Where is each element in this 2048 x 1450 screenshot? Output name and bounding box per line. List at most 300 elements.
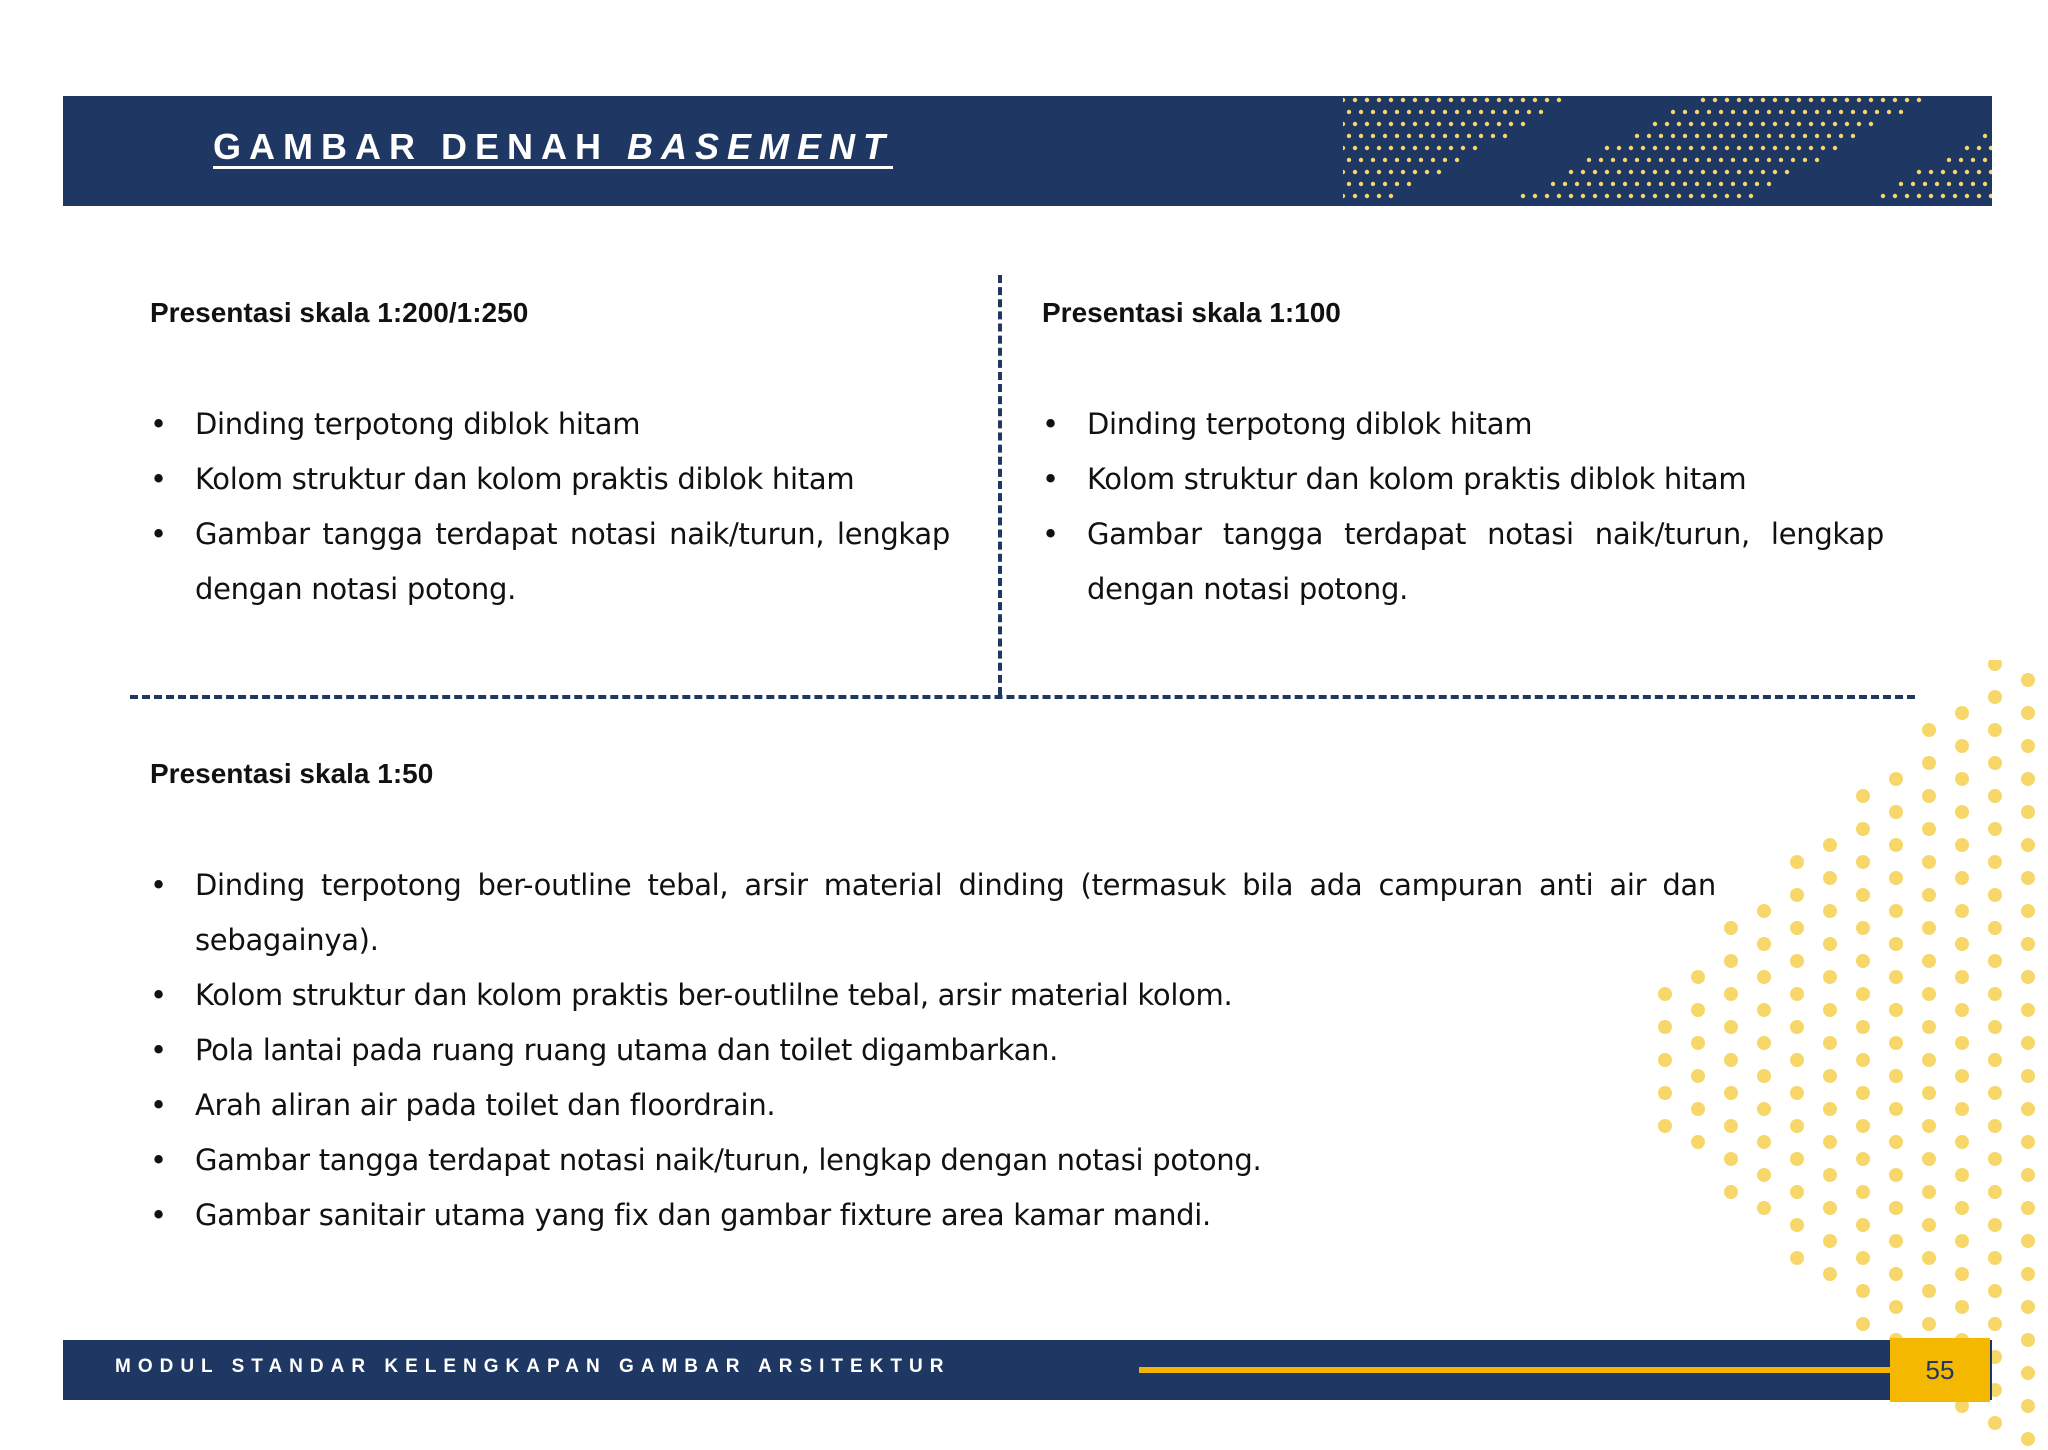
pattern-dot [1988, 1284, 2002, 1298]
pattern-dot [1647, 182, 1651, 186]
pattern-dot [2021, 1234, 2035, 1248]
pattern-dot [1889, 1102, 1903, 1116]
pattern-dot [1419, 134, 1423, 138]
pattern-dot [1413, 146, 1417, 150]
pattern-dot [1629, 194, 1633, 198]
pattern-dot [1797, 146, 1801, 150]
pattern-dot [1449, 146, 1453, 150]
pattern-dot [1785, 170, 1789, 174]
pattern-dot [1443, 110, 1447, 114]
pattern-dot [1922, 822, 1936, 836]
pattern-dot [1803, 134, 1807, 138]
pattern-dot [1827, 110, 1831, 114]
pattern-dot [1743, 182, 1747, 186]
pattern-dot [1425, 122, 1429, 126]
pattern-dot [1587, 158, 1591, 162]
list-item: • Pola lantai pada ruang ruang utama dan toilet digambarkan. [150, 1023, 1716, 1078]
header-dot-pattern [1343, 96, 1992, 206]
pattern-dot [1491, 134, 1495, 138]
pattern-dot [1641, 170, 1645, 174]
pattern-dot [1790, 921, 1804, 935]
pattern-dot [1988, 822, 2002, 836]
pattern-dot [1443, 158, 1447, 162]
pattern-dot [1701, 122, 1705, 126]
pattern-dot [1509, 98, 1513, 102]
pattern-dot [1629, 146, 1633, 150]
pattern-dot [1955, 937, 1969, 951]
pattern-dot [1922, 1218, 1936, 1232]
pattern-dot [1725, 170, 1729, 174]
pattern-dot [1617, 146, 1621, 150]
pattern-dot [1635, 182, 1639, 186]
pattern-dot [1955, 871, 1969, 885]
section-title: Presentasi skala 1:200/1:250 [150, 297, 529, 328]
pattern-dot [1737, 170, 1741, 174]
section-title: Presentasi skala 1:50 [150, 758, 434, 789]
pattern-dot [1929, 194, 1933, 198]
pattern-dot [1965, 146, 1969, 150]
pattern-dot [1955, 1069, 1969, 1083]
pattern-dot [1955, 1036, 1969, 1050]
pattern-dot [1724, 921, 1738, 935]
pattern-dot [1821, 122, 1825, 126]
pattern-dot [1988, 888, 2002, 902]
pattern-dot [1724, 1053, 1738, 1067]
pattern-dot [1955, 1234, 1969, 1248]
pattern-dot [1823, 871, 1837, 885]
pattern-dot [1485, 122, 1489, 126]
pattern-dot [1988, 1218, 2002, 1232]
pattern-dot [1371, 158, 1375, 162]
pattern-dot [1515, 110, 1519, 114]
pattern-dot [1401, 170, 1405, 174]
pattern-dot [1677, 170, 1681, 174]
pattern-dot [1695, 158, 1699, 162]
pattern-dot [1635, 134, 1639, 138]
pattern-dot [1790, 1152, 1804, 1166]
pattern-dot [1988, 660, 2002, 671]
pattern-dot [1988, 1053, 2002, 1067]
pattern-dot [1757, 1201, 1771, 1215]
pattern-dot [1437, 170, 1441, 174]
pattern-dot [2021, 1300, 2035, 1314]
pattern-dot [1988, 1416, 2002, 1430]
pattern-dot [1959, 182, 1963, 186]
pattern-dot [2021, 673, 2035, 687]
pattern-dot [1677, 194, 1681, 198]
pattern-dot [1683, 158, 1687, 162]
pattern-dot [1881, 194, 1885, 198]
pattern-dot [1731, 134, 1735, 138]
pattern-dot [1353, 194, 1357, 198]
pattern-dot [1922, 723, 1936, 737]
pattern-dot [1988, 987, 2002, 1001]
bullet-list [150, 397, 950, 617]
pattern-dot [1527, 110, 1531, 114]
pattern-dot [1922, 756, 1936, 770]
pattern-dot [1823, 1135, 1837, 1149]
pattern-dot [1353, 122, 1357, 126]
pattern-dot [1485, 98, 1489, 102]
pattern-dot [1856, 855, 1870, 869]
pattern-dot [1893, 194, 1897, 198]
pattern-dot [1713, 194, 1717, 198]
page-number: 55 [1890, 1338, 1990, 1402]
pattern-dot [1790, 855, 1804, 869]
pattern-dot [1823, 1003, 1837, 1017]
pattern-dot [1659, 134, 1663, 138]
pattern-dot [1889, 904, 1903, 918]
pattern-dot [1389, 122, 1393, 126]
pattern-dot [1479, 134, 1483, 138]
pattern-dot [1724, 954, 1738, 968]
pattern-dot [1955, 1201, 1969, 1215]
pattern-dot [1851, 110, 1855, 114]
pattern-dot [1755, 134, 1759, 138]
pattern-dot [1791, 158, 1795, 162]
pattern-dot [1731, 182, 1735, 186]
pattern-dot [1371, 110, 1375, 114]
pattern-dot [1671, 134, 1675, 138]
pattern-dot [2021, 904, 2035, 918]
pattern-dot [1617, 170, 1621, 174]
pattern-dot [1988, 1185, 2002, 1199]
pattern-dot [1683, 182, 1687, 186]
pattern-dot [1395, 110, 1399, 114]
pattern-dot [1545, 194, 1549, 198]
pattern-dot [1497, 98, 1501, 102]
pattern-dot [1899, 110, 1903, 114]
horizontal-divider [130, 695, 1915, 699]
pattern-dot [1941, 194, 1945, 198]
pattern-dot [1377, 122, 1381, 126]
pattern-dot [1922, 1119, 1936, 1133]
pattern-dot [2021, 1102, 2035, 1116]
pattern-dot [1856, 987, 1870, 1001]
pattern-dot [1988, 690, 2002, 704]
pattern-dot [1443, 134, 1447, 138]
pattern-dot [1707, 182, 1711, 186]
pattern-dot [1989, 146, 1992, 150]
pattern-dot [1953, 194, 1957, 198]
pattern-dot [1823, 838, 1837, 852]
pattern-dot [2021, 970, 2035, 984]
pattern-dot [2021, 1399, 2035, 1413]
pattern-dot [1407, 158, 1411, 162]
pattern-dot [1823, 1036, 1837, 1050]
pattern-dot [1749, 146, 1753, 150]
pattern-dot [1823, 1234, 1837, 1248]
pattern-dot [1425, 146, 1429, 150]
pattern-dot [1377, 146, 1381, 150]
pattern-dot [1889, 871, 1903, 885]
pattern-dot [1790, 888, 1804, 902]
pattern-dot [2021, 838, 2035, 852]
pattern-dot [1917, 194, 1921, 198]
pattern-dot [1425, 98, 1429, 102]
pattern-dot [1365, 122, 1369, 126]
pattern-dot [1989, 170, 1992, 174]
pattern-dot [2021, 1036, 2035, 1050]
pattern-dot [1917, 98, 1921, 102]
vertical-divider [998, 275, 1002, 695]
pattern-dot [1757, 1168, 1771, 1182]
pattern-dot [1377, 170, 1381, 174]
pattern-dot [1437, 146, 1441, 150]
pattern-dot [1605, 194, 1609, 198]
pattern-dot [1539, 110, 1543, 114]
pattern-dot [2021, 772, 2035, 786]
footer-band [63, 1340, 1992, 1400]
list-item: • Gambar sanitair utama yang fix dan gambar fixture area kamar mandi. [150, 1188, 1716, 1243]
pattern-dot [1917, 170, 1921, 174]
pattern-dot [1713, 170, 1717, 174]
pattern-dot [1449, 122, 1453, 126]
pattern-dot [1889, 1069, 1903, 1083]
pattern-dot [1773, 170, 1777, 174]
pattern-dot [1497, 122, 1501, 126]
pattern-dot [1623, 158, 1627, 162]
pattern-dot [1856, 1317, 1870, 1331]
list-item: • Gambar tangga terdapat notasi naik/turun, lengkap dengan notasi potong. [150, 507, 950, 617]
pattern-dot [1929, 170, 1933, 174]
pattern-dot [1431, 158, 1435, 162]
pattern-dot [1389, 146, 1393, 150]
pattern-dot [1911, 182, 1915, 186]
list-item: • Arah aliran air pada toilet dan floordrain. [150, 1078, 1716, 1133]
pattern-dot [1719, 182, 1723, 186]
pattern-dot [1455, 134, 1459, 138]
pattern-dot [1761, 98, 1765, 102]
pattern-dot [1695, 110, 1699, 114]
pattern-dot [1755, 110, 1759, 114]
pattern-dot [1797, 98, 1801, 102]
pattern-dot [1587, 182, 1591, 186]
pattern-dot [1779, 158, 1783, 162]
pattern-dot [1701, 170, 1705, 174]
list-item: • Dinding terpotong ber-outline tebal, arsir material dinding (termasuk bila ada campuran anti air dan sebagainya). [150, 858, 1716, 968]
pattern-dot [1389, 98, 1393, 102]
pattern-dot [1785, 146, 1789, 150]
pattern-dot [2021, 1432, 2035, 1446]
pattern-dot [1889, 805, 1903, 819]
pattern-dot [1413, 170, 1417, 174]
pattern-dot [1569, 170, 1573, 174]
pattern-dot [1889, 937, 1903, 951]
pattern-dot [1988, 1086, 2002, 1100]
pattern-dot [1845, 98, 1849, 102]
pattern-dot [1955, 1300, 1969, 1314]
pattern-dot [1803, 158, 1807, 162]
pattern-dot [1724, 1020, 1738, 1034]
list-item: • Dinding terpotong diblok hitam [150, 397, 950, 452]
pattern-dot [1856, 921, 1870, 935]
pattern-dot [1755, 158, 1759, 162]
pattern-dot [1743, 158, 1747, 162]
pattern-dot [1431, 134, 1435, 138]
pattern-dot [1767, 134, 1771, 138]
pattern-dot [1343, 146, 1345, 150]
section-scale-100 [1042, 297, 1884, 617]
list-item: • Dinding terpotong diblok hitam [1042, 397, 1884, 452]
pattern-dot [1809, 98, 1813, 102]
pattern-dot [1725, 194, 1729, 198]
pattern-dot [1922, 1185, 1936, 1199]
pattern-dot [1988, 1152, 2002, 1166]
section-scale-200-250 [150, 297, 950, 617]
pattern-dot [2021, 706, 2035, 720]
pattern-dot [1383, 110, 1387, 114]
pattern-dot [1407, 134, 1411, 138]
pattern-dot [1869, 122, 1873, 126]
pattern-dot [1767, 158, 1771, 162]
pattern-dot [1593, 170, 1597, 174]
pattern-dot [1856, 1218, 1870, 1232]
pattern-dot [1797, 122, 1801, 126]
pattern-dot [1611, 182, 1615, 186]
pattern-dot [1509, 122, 1513, 126]
pattern-dot [1856, 1053, 1870, 1067]
pattern-dot [1749, 122, 1753, 126]
pattern-dot [1947, 158, 1951, 162]
pattern-dot [1790, 1053, 1804, 1067]
pattern-dot [1551, 182, 1555, 186]
pattern-dot [1779, 134, 1783, 138]
pattern-dot [1491, 110, 1495, 114]
pattern-dot [1922, 954, 1936, 968]
pattern-dot [1737, 146, 1741, 150]
pattern-dot [1371, 134, 1375, 138]
pattern-dot [1839, 134, 1843, 138]
pattern-dot [1611, 158, 1615, 162]
pattern-dot [1671, 110, 1675, 114]
pattern-dot [1989, 194, 1992, 198]
pattern-dot [1413, 98, 1417, 102]
pattern-dot [1563, 182, 1567, 186]
pattern-dot [1988, 1119, 2002, 1133]
pattern-dot [1401, 122, 1405, 126]
pattern-dot [1677, 122, 1681, 126]
pattern-dot [1893, 98, 1897, 102]
pattern-dot [1881, 98, 1885, 102]
pattern-dot [1955, 706, 1969, 720]
pattern-dot [1359, 182, 1363, 186]
pattern-dot [1955, 970, 1969, 984]
pattern-dot [2021, 805, 2035, 819]
pattern-dot [1731, 110, 1735, 114]
pattern-dot [1623, 182, 1627, 186]
pattern-dot [1889, 1135, 1903, 1149]
pattern-dot [1641, 146, 1645, 150]
pattern-dot [1988, 921, 2002, 935]
pattern-dot [1790, 1086, 1804, 1100]
pattern-dot [1467, 110, 1471, 114]
pattern-dot [1749, 98, 1753, 102]
pattern-dot [1389, 170, 1393, 174]
pattern-dot [1569, 194, 1573, 198]
bullet-list [1042, 397, 1884, 617]
pattern-dot [1761, 170, 1765, 174]
pattern-dot [1353, 146, 1357, 150]
pattern-dot [1431, 110, 1435, 114]
pattern-dot [1671, 158, 1675, 162]
pattern-dot [1983, 158, 1987, 162]
pattern-dot [1503, 110, 1507, 114]
pattern-dot [1988, 756, 2002, 770]
pattern-dot [1425, 170, 1429, 174]
pattern-dot [1983, 182, 1987, 186]
pattern-dot [1743, 110, 1747, 114]
pattern-dot [1724, 987, 1738, 1001]
pattern-dot [1383, 158, 1387, 162]
pattern-dot [1401, 98, 1405, 102]
pattern-dot [1955, 1168, 1969, 1182]
pattern-dot [1665, 146, 1669, 150]
pattern-dot [1347, 182, 1351, 186]
pattern-dot [1395, 182, 1399, 186]
list-item: • Kolom struktur dan kolom praktis ber-outlilne tebal, arsir material kolom. [150, 968, 1716, 1023]
pattern-dot [1683, 134, 1687, 138]
pattern-dot [1671, 182, 1675, 186]
pattern-dot [1785, 122, 1789, 126]
pattern-dot [1856, 1251, 1870, 1265]
pattern-dot [1737, 122, 1741, 126]
list-item: • Kolom struktur dan kolom praktis diblok hitam [150, 452, 950, 507]
pattern-dot [1533, 194, 1537, 198]
pattern-dot [1473, 122, 1477, 126]
pattern-dot [1371, 182, 1375, 186]
pattern-dot [1413, 122, 1417, 126]
pattern-dot [1773, 98, 1777, 102]
pattern-dot [1701, 146, 1705, 150]
pattern-dot [1437, 122, 1441, 126]
pattern-dot [1724, 1119, 1738, 1133]
pattern-dot [1353, 98, 1357, 102]
pattern-dot [1955, 805, 1969, 819]
pattern-dot [1923, 182, 1927, 186]
header-band [63, 96, 1992, 206]
pattern-dot [1823, 904, 1837, 918]
pattern-dot [1545, 98, 1549, 102]
pattern-dot [1905, 98, 1909, 102]
pattern-dot [1922, 855, 1936, 869]
pattern-dot [1767, 110, 1771, 114]
pattern-dot [1695, 182, 1699, 186]
pattern-dot [1791, 134, 1795, 138]
pattern-dot [1713, 98, 1717, 102]
pattern-dot [1863, 110, 1867, 114]
pattern-dot [1755, 182, 1759, 186]
pattern-dot [1856, 1284, 1870, 1298]
pattern-dot [1343, 122, 1345, 126]
pattern-dot [1665, 170, 1669, 174]
pattern-dot [1724, 1086, 1738, 1100]
pattern-dot [1599, 158, 1603, 162]
pattern-dot [1365, 146, 1369, 150]
pattern-dot [1922, 789, 1936, 803]
pattern-dot [1599, 182, 1603, 186]
pattern-dot [1683, 110, 1687, 114]
pattern-dot [1988, 1020, 2002, 1034]
pattern-dot [1988, 1251, 2002, 1265]
pattern-dot [1821, 98, 1825, 102]
pattern-dot [1833, 122, 1837, 126]
pattern-dot [1815, 158, 1819, 162]
pattern-dot [1365, 170, 1369, 174]
pattern-dot [1641, 194, 1645, 198]
pattern-dot [1757, 970, 1771, 984]
pattern-dot [1419, 110, 1423, 114]
